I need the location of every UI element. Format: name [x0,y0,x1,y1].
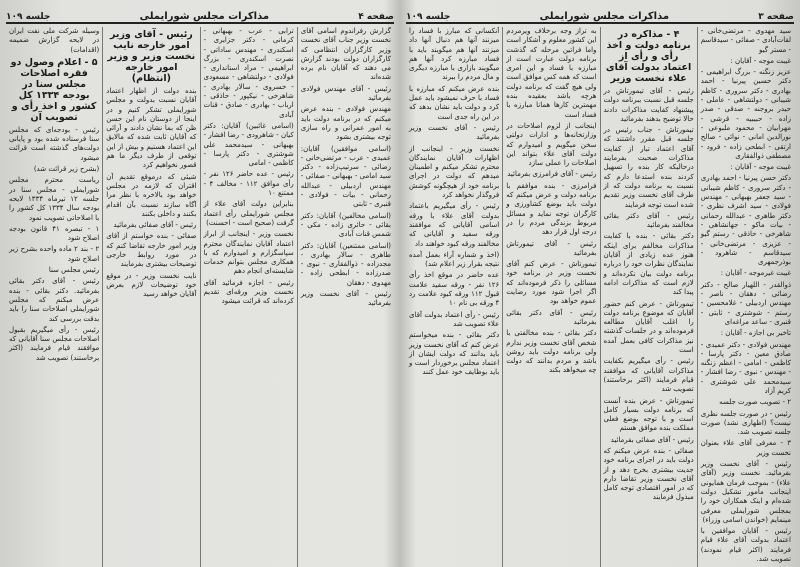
paragraph: رئیس - رأی میگیریم باعتماد بدولت آقای علاء با ورقه اسامی آقایانی که موافقند ورقه سفید و آقایانی که مخالفند ورقه کبود خواهند داد [409,202,500,248]
paragraph: عزیز زنگنه - بزرگ ابراهیمی - دکتر حسین پیرنیا - احمد بهادری - دکتر سروری - کاظم شیبانی - دولتشاهی - عاملی - حیدر بروجنه - صدقی - صدر زاده - حبیبیه - قرشی - مهرابیان - محمود ملبوعی - نورالدین امانی - نوائی - صالح ارتقی - ابطحی زاده - فرود - مصطفی ذوالفقاری [700,68,791,160]
paragraph: ۲ - تصویب صورت جلسه [719,398,791,407]
paragraph: سید مهدوی - مرتضی‌خانی - لقات‌آبادی - صفائی - سیدقاسم - مستر گیو [700,27,791,54]
paragraph: رئیس - آقای صفائی بفرمائید [113,221,197,230]
paragraph: رئیس - آقای صفائی بفرمائید [610,435,694,444]
columns [406,27,794,567]
paragraph: مهندس فولادی - دکتر عمیدی - صادق معین - دکتر پارسا - کاظمی - امامی - اعظم زنگنه - مهندس - نبوی - رضا افشار - سیدمحمد علی شوشتری - کریم آزاد [700,340,791,395]
paragraph: دکتر بقائی - بنده مخالفتی با شخص آقای نخست وزیر ندارم ولی برنامه دولت باید روشن باشد و مردم بدانند که دولت چه میخواهد بکند [506,329,597,375]
text-column [600,27,697,567]
page-title: مذاکرات مجلس شورایملی [539,11,670,22]
text-column [200,27,297,567]
paragraph: (اسامی ممتنعین) آقایان: دکتر طاهری - سالار بهادری - مجدزاده - ذوالفقاری - نبوی - صدرزاده - ابطحی زاده - مهدوی - دهقان [300,241,391,287]
paragraph: (اسامی مخالفین) آقایان: دکتر بقائی - حائری زاده - مکی - شمس قنات آبادی [300,211,391,239]
paragraph: نخست وزیر - اینجانب از اظهارات آقایان نمایندگان محترم تشکر میکنم و اطمینان میدهم که دولت در اجرای برنامه خود از هیچگونه کوشش فروگذار نخواهد کرد [409,144,500,200]
paragraph: آنکسانی که مبارز با فساد را میزنند آنها هم دنبال آنها داد میزنند آنها هم میگویند باید با فساد مبارزه کرد آنها هم میگویند بازاری با مبارزه دیگری و مال مردم را ببرند [409,27,500,82]
paragraph: به تراز وجه برخلاف ویرمردم این کشور معلوم و آشکار است واما فراتین مرحله که گذشت برنامه دولت عبارت است از مبارزه با فساد و این امری است که همه کس موافق است ولی هیچ گفت که برنامه دولت هرچه باشد بعقیده بنده مهمترین کارها همانا مبارزه با فساد است [506,27,597,119]
section-heading: رئیس - آقای وزیر امور خارجه نایب نخست وزیر و وزیر امور خارجه (انتظام) [107,29,196,84]
paragraph: صفائی - بنده خواستم از آقای وزیر امور خارجه تقاضا کنم که در مورد روابط خارجی توضیحات بیشتری بفرمایند [106,232,197,269]
paragraph: دکتر بقائی - بنده میخواستم عرض کنم که آقای نخست وزیر باید بدانند که دولت ایشان از اعتماد مجلس برخوردار است و باید بوظایف خود عمل کنند [409,331,500,377]
text-column [502,27,599,567]
paragraph: ترابی - عرب - بهبهانی - کرمانی - دکتر جزایری - اسکندری - مهندس ساداتی - نصرت اسکندری - بزرگ ابراهیمی - مراد استانداری - فولادی - دولتشاهی - مسعودی - خسروی - سالار بهادری - شاهرخی - نیکپور - حاذقی - ارباب - بهادری - صادق - قنات آبادی [203,27,294,119]
paragraph: رئیس - آقای نخست وزیر بفرمائید [409,123,500,142]
paragraph: تیمورتاش - عرض کنم آقای نخست وزیر در برنامه خود مسائلی را ذکر فرموده‌اند که اگر اجرا شود مورد رضایت عموم خواهد بود [506,260,597,306]
page-header [6,6,394,24]
paragraph: ۳ - معرفی آقای علاء بعنوان نخست وزیر [700,439,791,457]
paragraph: نایب نخست وزیر - در موقع خود توضیحات لازم بعرض آقایان خواهد رسید [106,271,197,299]
paragraph: رئیس - آقای دکتر بقائی مخالفند بفرمائید [603,211,694,230]
paragraph: رئیس - آقای مهندس فولادی بفرمائید [300,84,391,103]
text-column [102,27,199,567]
paragraph: غیبت موجه - آقایان : [730,56,791,65]
paragraph: تاخیر بی اجازه - آقایان : [720,329,791,338]
page-number: صفحه ۳ [758,12,794,22]
columns [6,27,394,567]
paragraph: رئیس - آقای فرامرزی بفرمائید [507,170,597,179]
paragraph: تیمورتاش - جناب رئیس در جلسه قبل مقرر داشتند که آقای اعتماد تبار از کفایت مذاکرات صحبت بفرمایند درحالیکه کار بنده را تسهیل کردند بنده استدعا دارم که نسبت به برنامه دولت که از طرف آقای نخست وزیر تقدیم شده است توجه فرمایند [603,126,694,209]
paragraph: رئیس - آقایان موافقین با اعتماد بدولت آقای علاء قیام فرمایند (اکثر قیام نمودند) تصویب شد. [700,527,791,564]
paragraph: رئیس - بودجه‌ای که مجلس سنا فرستاده شده بود و پایانی دولت‌های گذشته است قرائت میشود [9,125,100,162]
paragraph: شیئی که درموقع تقدیم آن اقتران که لازمه در مجلس خواهد بود بالاخره با نظر مرا آگاه سازند نسبت بآن اقدام بکنند و داخلی بکنند [106,172,197,218]
paragraph: رئیس - آقای تیمورتاش در جلسه قبل نسبت ببرنامه دولت پیشنهاد کفایت مذاکرات دادند حالا توضیح بدهند بفرمائید [603,87,694,123]
page-number: صفحه ۴ [358,12,394,22]
right-page [400,0,800,567]
paragraph: رئیس - رأی میگیریم بقبول اصلاحات مجلس سنا آقایانی که موافقند قیام فرمایند (اکثر برخاستند) تصویب شد [9,325,100,362]
paragraph: نخست وزیر - اینجانب از ابراز اعتماد آقایان نمایندگان محترم سپاسگزارم و امیدوارم که با همکاری مجلس بتوانم خدمات شایسته‌ای انجام دهم [203,230,294,276]
paragraph: عده حاضر در موقع اخذ رأی ۱۲۶ نفر - ورقه سفید علامت قبول ۱۱۲ ورقه کبود علامت رد ۴ ورقه بی نام ۱۰ [409,271,500,308]
paragraph: صفائی - بنده عرض میکنم که دولت باید در اجرای برنامه خود جدیت بیشتری بخرج دهد و از آقای نخست وزیر تقاضا دارم که در امور اقتصادی توجه کامل مبذول فرمایند [603,446,694,502]
session-label: جلسه ۱۰۹ [406,12,451,22]
paragraph: بنده عرض میکنم که مبارزه با فساد با حرف نمیشود باید عمل کرد و دولت باید نشان بدهد که در این راه جدی است [409,84,500,121]
paragraph: (اسامی غائبین) آقایان: دکتر کیان - شاهرودی - رضا افشار - بهبهانی - سیدمحمد علی شوشتری - دکتر پارسا - کاظمی - امامی [203,121,294,168]
paragraph: اینجانب از لزوم اصلاحات در وزارتخانه‌ها و ادارات دولتی سخن میگویم و امیدوارم که دولت آقای علاء بتواند این اصلاحات را عملی سازد [506,121,597,168]
paragraph: رئیس - اجازه فرمائید آقای نخست وزیر ورقه‌ای تقدیم کرده‌اند که قرائت میشود [203,278,294,306]
paragraph: گزارش رفراندوم اسامی آقای نخست وزیر جناب آقای نخست وزیر کارگزاران انتظامی که کارگزاران دولت بودند گزارش می دهند که آقایان نام برده شده‌اند [300,27,391,82]
page-header [406,6,794,24]
paragraph: غیبت غیرموجه - آقایان : [720,269,791,278]
paragraph: رئیس - عده حاضر ۱۲۶ نفر - رأی موافق ۱۱۲ - مخالف ۴ - ممتنع ۱۰ [203,170,294,198]
paragraph: رئیس - آقای نخست وزیر بفرمائید. نخست وزیر (آقای علاء) - بموجب فرمان همایونی اینجانب مأمور تشکیل دولت شده‌ام و اینک همکاران خود را بمجلس شورایملی معرفی مینمایم (خواندن اسامی وزراء) [700,460,791,524]
text-column [297,27,394,567]
page-title: مذاکرات مجلس شورایملی [139,11,270,22]
paragraph: بنده دولت از اظهار اعتماد آقایان نسبت بدولت و مجلس شورایملی تشکر کنیم و در اینجا از دوستان نام این حسن ظن که بما نشان دادند و آرائی که آقایان ثابت شده که مالایق این اعتماد هستیم و بیش از این توقعی از طرف دیگر ما هم قصور نخواهیم کرد [106,87,197,170]
paragraph: (اسامی موافقین) آقایان: عمیدی - عرب - مرتضی‌خانی - رضائی - سرتیپ‌زاده - دکتر سید امامی - بهبهانی - صفائی - مهندس اردبیلی - عبدالله رحمانی - بیات - فولادی - قنبری - ثابتی [300,144,391,209]
text-column [697,27,794,567]
paragraph: رئیس - آقای دکتر بقائی بفرمائید. دکتر بقائی - بنده عرض میکنم که مجلس شورایملی اصلاحات سنا را باید بدقت بررسی کند [9,277,100,323]
paragraph: تیمورتاش - عرض بنده آنست که برنامه دولت بسیار کامل است و با توجه بوضع فعلی مملکت بنده موافق هستم [603,396,694,433]
paragraph: رئیس - رأی اعتماد بدولت آقای علاء تصویب شد [409,310,500,328]
paragraph: (اخذ و شماره آراء بعمل آمده نتیجه بقرار زیر اعلام شد) [409,250,500,269]
paragraph: ذوالقدر - اللهیار صالح - دکتر رضائی - دهقان - ناصر - مهندس اردبیلی - غلامحسین - رستم - شوشتری - ثابتی - قنبری - ساعد مراغه‌ای [700,280,791,326]
paragraph: تیمورتاش - عرض کنم حضور آقایان که موضوع برنامه دولت را اغلب آقایان مطالعه فرموده‌اند و در جلسات گذشته نیز مذاکرات کافی بعمل آمده است [603,299,694,355]
paragraph: رئیس - در صورت جلسه نظری نیست؟ (اظهاری نشد) صورت جلسه تصویب شد. [700,409,791,437]
session-label: جلسه ۱۰۹ [6,12,51,22]
paragraph: رئیس - رأی میگیریم بکفایت مذاکرات آقایانی که موافقند قیام فرمایند (اکثر برخاستند) تصویب شد [603,357,694,394]
paragraph: رئیس - آقای دکتر بقائی بفرمائید [506,308,597,326]
paragraph: وسیله شرکت ملی نفت ایران در لایحه گزارش ضمیمه (اقدامات) [9,27,100,54]
paragraph: دکتر بقائی - بنده با کفایت مذاکرات مخالفم برای اینکه هنوز عده زیادی از آقایان نمایندگان نظرات خود را درباره برنامه دولت بیان نکرده‌اند و لازم است که مذاکرات ادامه پیدا کند [603,232,694,297]
section-heading: ۴ - مذاکره در برنامه دولت و اخذ رأی و رأی از اعتماد بدولت آقای علاء نخست وزیر [605,29,692,84]
section-heading: ۵ - اعلام وصول دو فقره اصلاحات مجلس سنا در بودجه ۱۳۳۴ کل کشور و اخذ رأی و تصویب آن [10,56,98,123]
paragraph: رئیس مجلس سنا [48,266,100,275]
paragraph: رئیس - آقای تیمورتاش بفرمائید [506,239,597,257]
paragraph: غیبت موجه - آقایان : [730,163,791,172]
paragraph: ریاست محترم مجلس شورایملی - مجلس سنا در جلسه ۱۲ تیرماه ۱۳۳۴ لایحه بودجه سال ۱۳۳۴ کل کشور را با اصلاحاتی تصویب نمود [9,176,100,222]
paragraph: ۲ - بند ۲ ماده واحده بشرح زیر اصلاح شود [9,245,100,263]
paragraph: بنابراین دولت آقای علاء از مجلس شورایملی رأی اعتماد گرفت (صحیح است - احسنت) [203,200,294,227]
paragraph: (بشرح زیر قرائت شد) [33,165,100,174]
paragraph: دکتر حسن پیرنیا - احمد بهادری - دکتر سروری - کاظم شیبانی - سید جعفر بهبهانی - مهندس فولادی - سید اشرف نظری - دکتر طاهری - عبدالله رحمانی - بیات ماکو - جهانشاهی - شاهرخی - حاذقی - رستم گیو - عزیزی - مرتضی‌خانی - سیدقاسم - شاهرود - بوذرجمهری [700,174,791,267]
paragraph: رئیس - آقای نخست وزیر بفرمائید [300,290,391,308]
paragraph: ۱ - تبصره ۴۱ قانون بودجه اصلاح شود [9,224,100,243]
paragraph: فرامرزی - بنده موافقم با برنامه دولت و عرض میکنم که دولت باید بوضع کشاورزی و کارگران توجه نماید و مسائل مربوط بزندگی مردم را در درجه اول قرار دهد [506,181,597,237]
paragraph: مهندس فولادی - بنده عرض میکنم که در برنامه دولت باید به امور عمرانی و راه سازی توجه بیشتری بشود [300,105,391,142]
text-column [6,27,102,567]
text-column [406,27,502,567]
